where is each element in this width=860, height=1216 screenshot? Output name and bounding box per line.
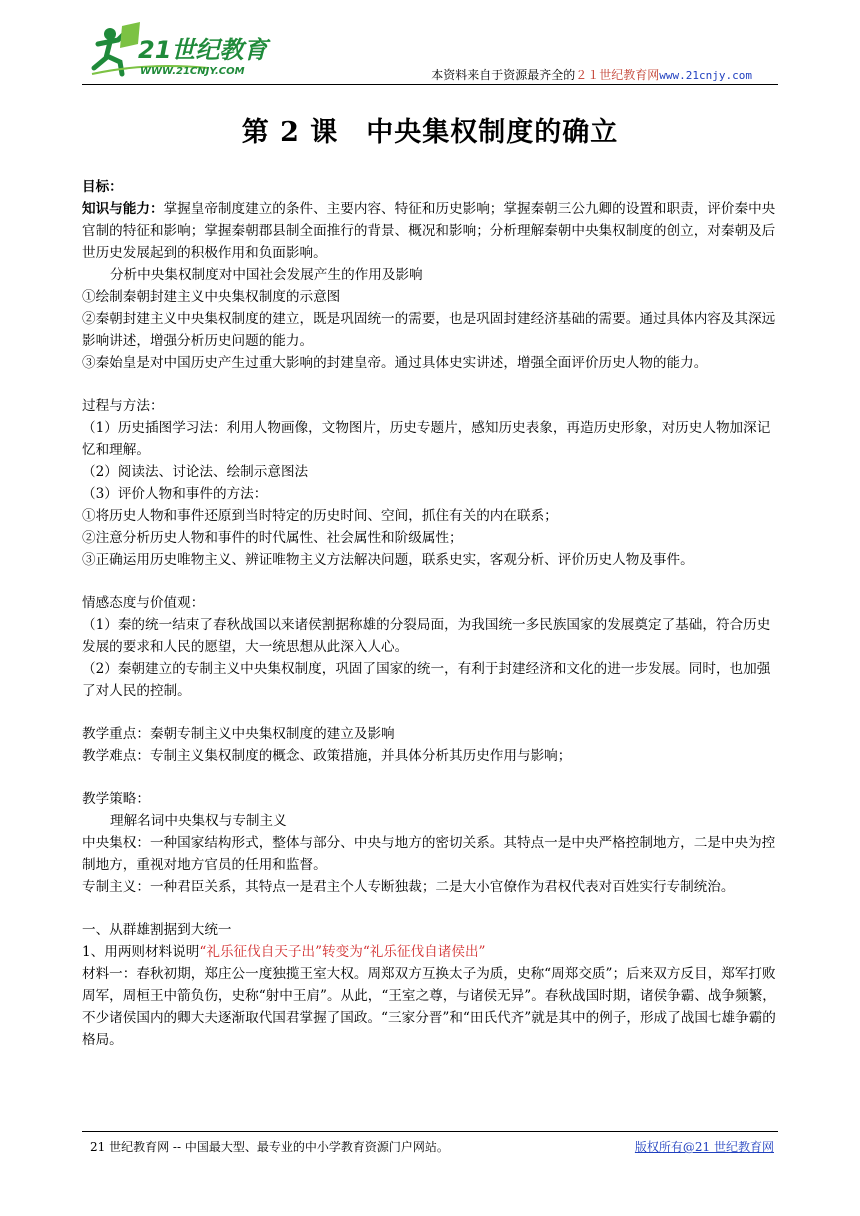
process-item-2: （2）阅读法、讨论法、绘制示意图法 [82,464,309,480]
section1-heading: 一、从群雄割据到大统一 [82,922,232,938]
knowledge-ability-text: 掌握皇帝制度建立的条件、主要内容、特征和历史影响；掌握秦朝三公九卿的设置和职责，评价秦中央官制的特征和影响；掌握秦朝郡县制全面推行的背景、概况和影响；分析理解秦朝中央集权制度的创立，对秦朝及后世历史发展起到的积极作用和负面影响。 [82,201,776,261]
process-item-3: （3）评价人物和事件的方法： [82,486,268,502]
knowledge-ability-label: 知识与能力： [82,201,164,217]
central-definition: 中央集权：一种国家结构形式，整体与部分、中央与地方的密切关系。其特点一是中央严格控制地方，二是中央为控制地方，重视对地方官员的任用和监督。 [82,835,776,873]
svg-text:WWW.21CNJY.COM: WWW.21CNJY.COM [140,66,245,77]
emotion-heading: 情感态度与价值观： [82,595,205,611]
process-item-6: ③正确运用历史唯物主义、辨证唯物主义方法解决问题，联系史实，客观分析、评价历史人物及事件。 [82,552,694,568]
question-prefix: 1、用两则材料说明 [82,944,200,960]
question-highlight: “礼乐征伐自天子出”转变为“礼乐征伐自诸侯出” [199,944,486,960]
goals-heading: 目标： [82,179,123,195]
page-header [0,0,860,90]
emotion-item-2: （2）秦朝建立的专制主义中央集权制度，巩固了国家的统一，有利于封建经济和文化的进一步发展。同时，也加强了对人民的控制。 [82,661,771,699]
process-item-5: ②注意分析历史人物和事件的时代属性、社会属性和阶级属性； [82,530,463,546]
ka-item-2: ②秦朝封建主义中央集权制度的建立，既是巩固统一的需要，也是巩固封建经济基础的需要。通过具体内容及其深远影响讲述，增强分析历史问题的能力。 [82,311,776,349]
document-body [82,176,780,1051]
header-note [431,66,752,83]
material-1: 材料一：春秋初期，郑庄公一度独揽王室大权。周郑双方互换太子为质，史称“周郑交质”；后来双方反目，郑军打败周军，周桓王中箭负伤，史称“射中王肩”。从此，“王室之尊，与诸侯无异”。春秋战国时期，诸侯争霸、战争频繁，不少诸侯国内的卿大夫逐渐取代国君掌握了国政。“三家分晋”和“田氏代齐”就是其中的例子，形成了战国七雄争霸的格局。 [82,966,776,1048]
svg-text:21世纪教育: 21世纪教育 [138,36,268,64]
footer-text: 21 世纪教育网 -- 中国最大型、最专业的中小学教育资源门户网站。 [90,1140,449,1154]
section1-question [82,941,780,963]
copyright-link[interactable]: 版权所有@21 世纪教育网 [634,1140,774,1154]
ka-item-1: ①绘制秦朝封建主义中央集权制度的示意图 [82,289,341,305]
header-note-prefix: 本资料来自于资源最齐全的 [431,68,576,82]
autocracy-definition: 专制主义：一种君臣关系，其特点一是君主个人专断独裁；二是大小官僚作为君权代表对百姓实行专制统治。 [82,879,735,895]
site-logo[interactable] [88,22,288,80]
strategy-sub: 理解名词中央集权与专制主义 [110,813,287,829]
ka-item-3: ③秦始皇是对中国历史产生过重大影响的封建皇帝。通过具体史实讲述，增强全面评价历史人物的能力。 [82,355,708,371]
teaching-focus: 教学重点：秦朝专制主义中央集权制度的建立及影响 [82,726,395,742]
process-item-4: ①将历史人物和事件还原到当时特定的历史时间、空间，抓住有关的内在联系； [82,508,558,524]
process-item-1: （1）历史插图学习法：利用人物画像，文物图片，历史专题片，感知历史表象，再造历史形象，对历史人物加深记忆和理解。 [82,420,771,458]
page-footer [90,1138,774,1155]
page-title: 第 2 课 中央集权制度的确立 [241,117,619,148]
teaching-difficulty: 教学难点：专制主义集权制度的概念、政策措施，并具体分析其历史作用与影响； [82,748,572,764]
knowledge-ability-sub: 分析中央集权制度对中国社会发展产生的作用及影响 [110,267,423,283]
runner-logo-icon [88,22,288,80]
process-heading: 过程与方法： [82,398,164,414]
strategy-heading: 教学策略： [82,791,150,807]
header-note-url[interactable]: www.21cnjy.com [659,69,752,82]
header-note-site: ２１世纪教育网 [575,68,660,82]
knowledge-ability-paragraph [82,198,780,264]
emotion-item-1: （1）秦的统一结束了春秋战国以来诸侯割据称雄的分裂局面，为我国统一多民族国家的发展奠定了基础，符合历史发展的要求和人民的愿望，大一统思想从此深入人心。 [82,617,771,655]
footer-divider [82,1131,778,1132]
header-divider [82,84,778,85]
